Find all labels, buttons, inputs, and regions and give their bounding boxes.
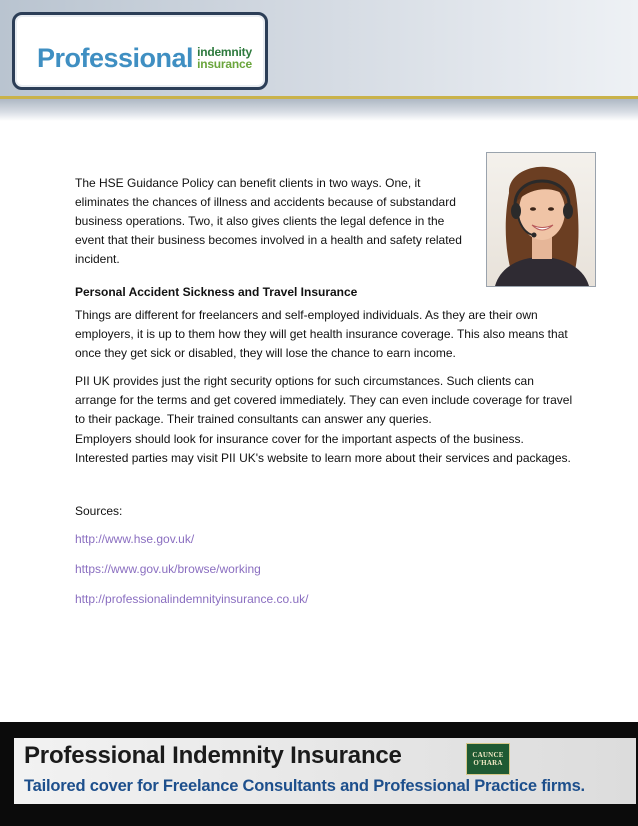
footer-title: Professional Indemnity Insurance: [24, 742, 402, 769]
agent-photo: [486, 152, 596, 287]
body-paragraph-3: Employers should look for insurance cover for the important aspects of the business. Interested parties may visit PII UK's website to learn more about their services and packages.: [75, 432, 571, 465]
logo-line-2: insurance: [197, 57, 252, 71]
badge-line-1: CAUNCE: [472, 751, 504, 759]
source-link-gov[interactable]: https://www.gov.uk/browse/working: [75, 562, 261, 576]
caunce-ohara-logo: [466, 743, 510, 775]
intro-paragraph: The HSE Guidance Policy can benefit clients in two ways. One, it eliminates the chances of illness and accidents because of substandard business operations. Two, it also gives clients the legal defence in the event that their business becomes involved in a health and safety related incident.: [75, 176, 462, 266]
agent-illustration-icon: [487, 153, 595, 286]
source-link-hse[interactable]: http://www.hse.gov.uk/: [75, 532, 195, 546]
sources-label: Sources:: [75, 504, 123, 518]
logo-stack: [197, 46, 252, 70]
logo-line-1: indemnity: [197, 45, 252, 59]
logo: [12, 12, 268, 90]
logo-word: Professional: [37, 42, 194, 73]
footer-subtitle: Tailored cover for Freelance Consultants and Professional Practice firms.: [24, 777, 585, 795]
badge-line-2: O'HARA: [473, 759, 503, 767]
body-paragraph-2: PII UK provides just the right security options for such circumstances. Such clients can arrange for the terms and get covered immediately. They can even include coverage for travel to their package. Their trained consultants can answer any queries.: [75, 374, 573, 426]
body-paragraph-1: Things are different for freelancers and self-employed individuals. As they are their own employers, it is up to them how they will get health insurance coverage. This also means that once they get sick or disabled, they will lose the chance to earn income.: [75, 308, 568, 360]
source-link-pii[interactable]: http://professionalindemnityinsurance.co.uk/: [75, 592, 309, 606]
header-grey-rule: [0, 99, 638, 121]
logo-wordmark: [37, 41, 252, 75]
section-heading: Personal Accident Sickness and Travel Insurance: [75, 285, 358, 299]
